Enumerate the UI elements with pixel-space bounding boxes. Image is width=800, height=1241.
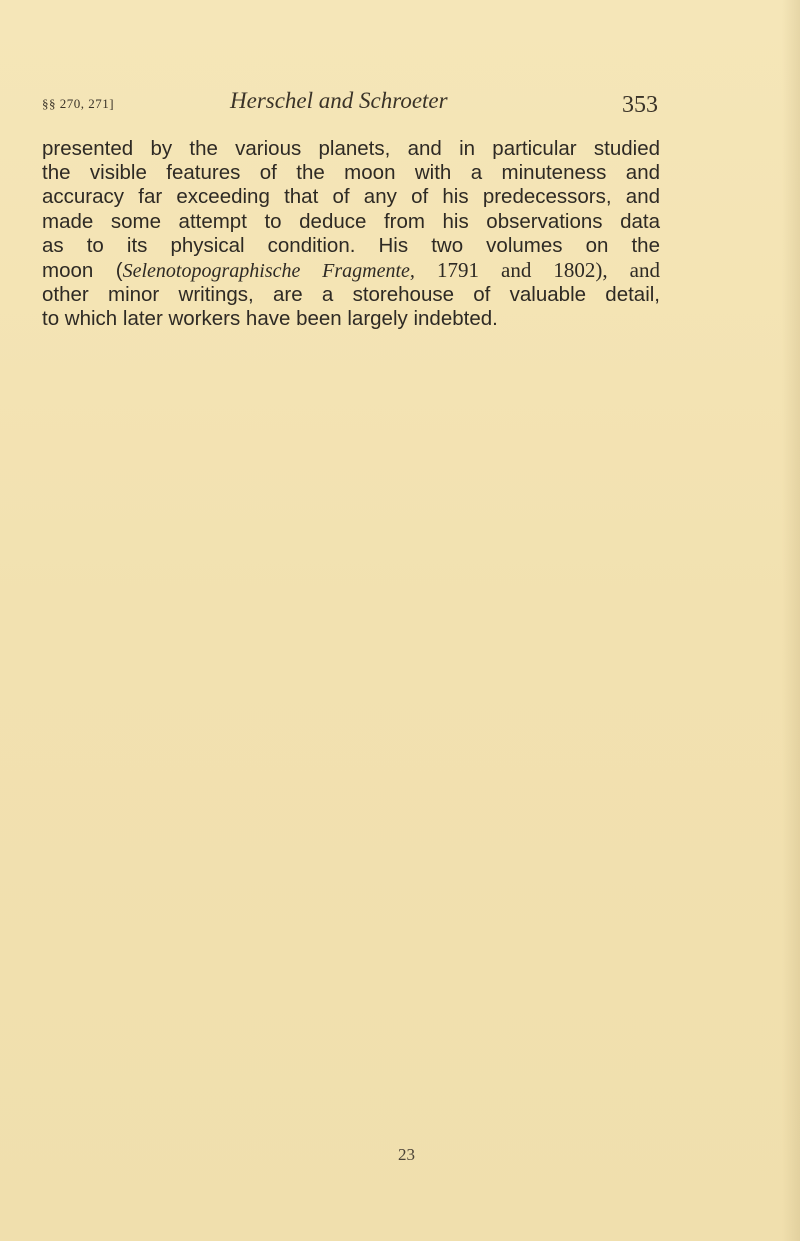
body-paragraph: [42, 137, 660, 332]
text-line: accuracy far exceeding that of any of his predecessors, and: [42, 185, 660, 209]
text-line: as to its physical condition. His two volumes on the: [42, 233, 660, 257]
book-title-italic: Selenotopographische Fragmente,: [122, 260, 415, 283]
page-edge-shadow: [782, 0, 800, 1241]
text-line: made some attempt to deduce from his observations data: [42, 209, 660, 233]
text-segment: 1791 and 1802), and: [414, 258, 661, 283]
text-line: to which later workers have been largely indebted.: [42, 307, 498, 331]
running-title: Herschel and Schroeter: [230, 88, 448, 113]
text-line: other minor writings, are a storehouse of valuable detail,: [42, 283, 660, 307]
page-number: 353: [622, 92, 658, 118]
signature-mark: 23: [398, 1145, 415, 1164]
text-segment: moon (: [42, 259, 123, 283]
section-reference: §§ 270, 271]: [42, 96, 115, 111]
text-line: presented by the various planets, and in particular studied: [42, 137, 660, 160]
text-line: the visible features of the moon with a minuteness and: [42, 161, 660, 185]
text-line: [42, 258, 660, 283]
running-head: [42, 88, 658, 128]
